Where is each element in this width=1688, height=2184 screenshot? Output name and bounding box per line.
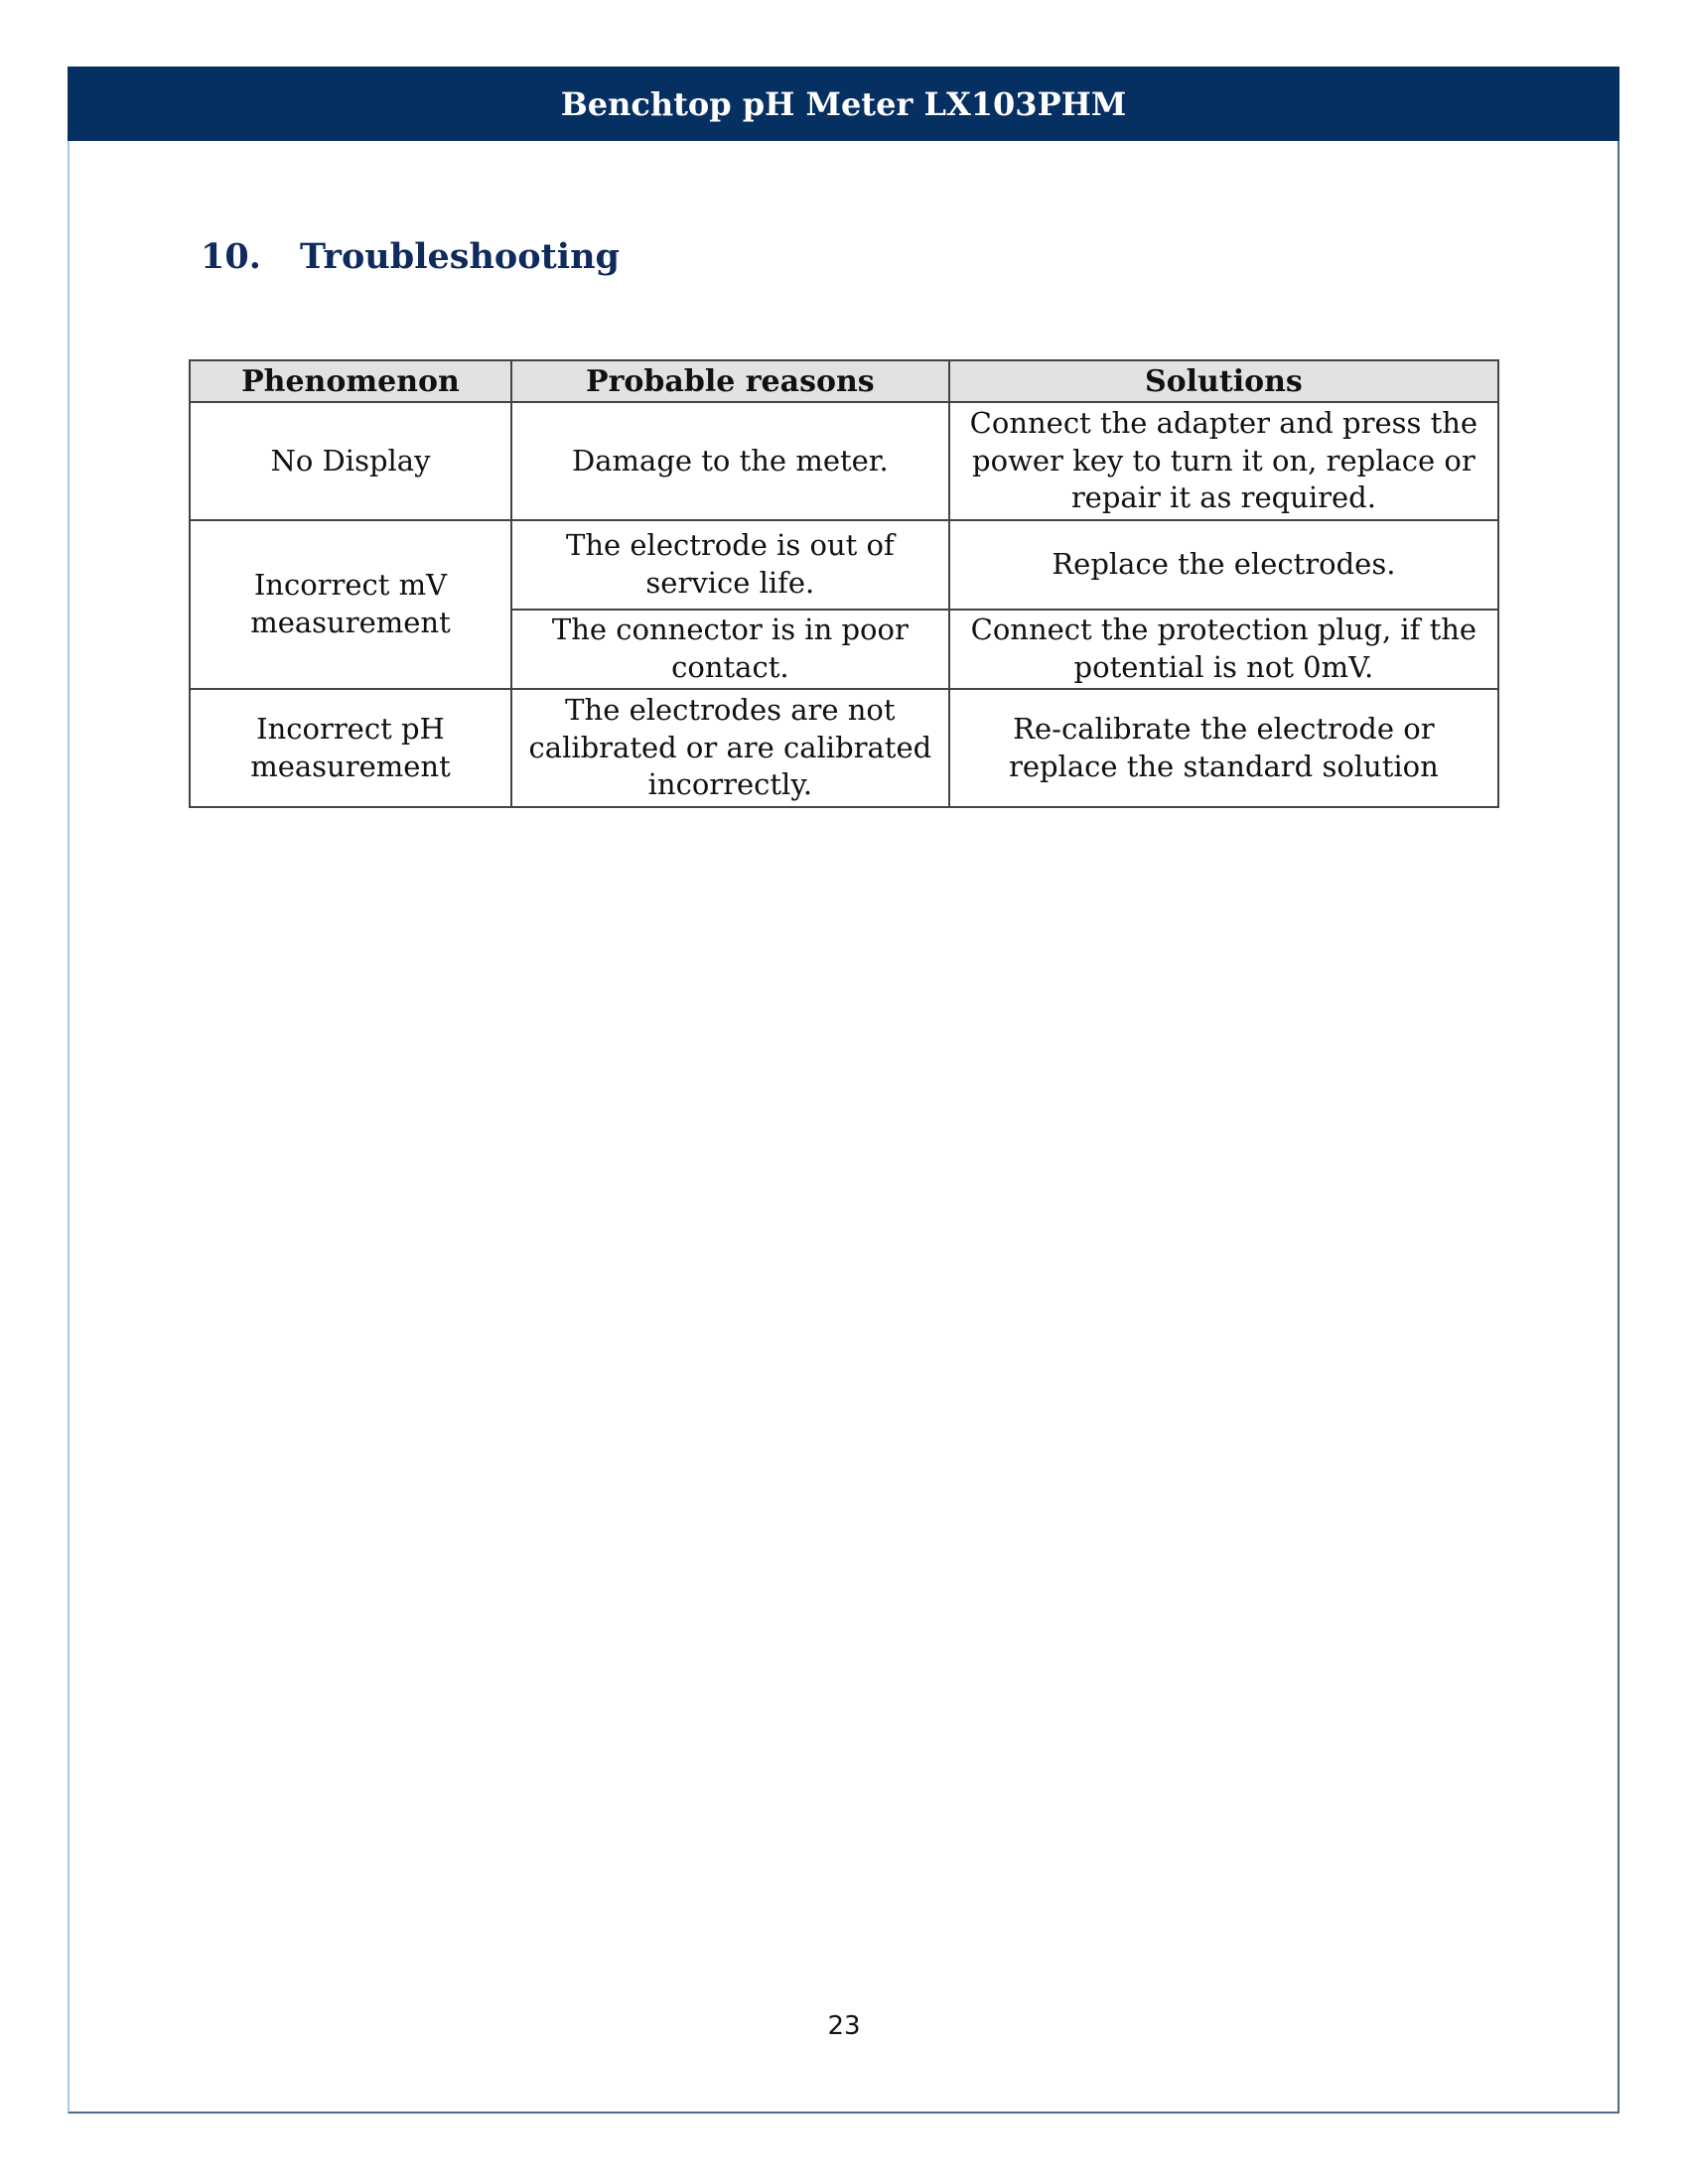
column-header-probable-reasons: Probable reasons <box>511 360 949 402</box>
table-row <box>190 520 1498 610</box>
page-number: 23 <box>827 2011 861 2041</box>
section-heading <box>201 236 620 277</box>
document-header <box>68 67 1619 141</box>
column-header-solutions: Solutions <box>949 360 1498 402</box>
solution-cell: Connect the adapter and press the power key to turn it on, replace or repair it as required. <box>949 402 1498 520</box>
document-title: Benchtop pH Meter LX103PHM <box>560 84 1127 123</box>
reason-cell: The electrodes are not calibrated or are calibrated incorrectly. <box>511 689 949 807</box>
troubleshooting-table <box>189 359 1499 808</box>
phenomenon-cell: No Display <box>190 402 511 520</box>
table-header-row <box>190 360 1498 402</box>
solution-cell: Re-calibrate the electrode or replace the standard solution <box>949 689 1498 807</box>
solution-cell: Replace the electrodes. <box>949 520 1498 610</box>
reason-cell: The connector is in poor contact. <box>511 610 949 689</box>
table-row <box>190 689 1498 807</box>
column-header-phenomenon: Phenomenon <box>190 360 511 402</box>
phenomenon-cell: Incorrect mV measurement <box>190 520 511 689</box>
phenomenon-cell: Incorrect pH measurement <box>190 689 511 807</box>
section-number: 10. <box>201 236 261 277</box>
section-title: Troubleshooting <box>300 236 620 277</box>
reason-cell: Damage to the meter. <box>511 402 949 520</box>
solution-cell: Connect the protection plug, if the potential is not 0mV. <box>949 610 1498 689</box>
reason-cell: The electrode is out of service life. <box>511 520 949 610</box>
table-row <box>190 402 1498 520</box>
